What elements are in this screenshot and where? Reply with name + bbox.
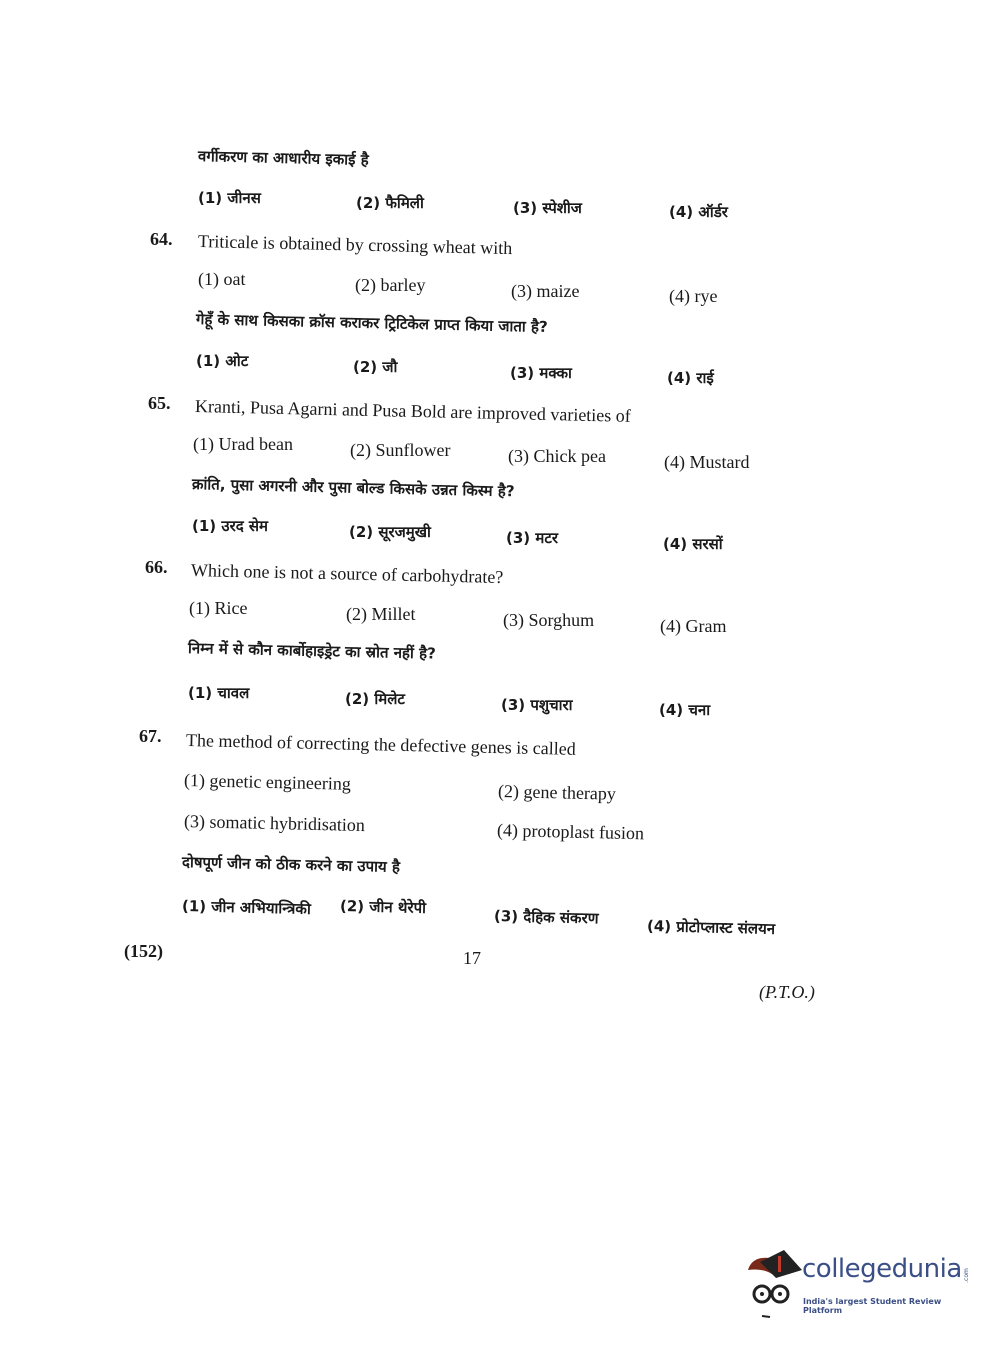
q65-option-1: (1) Urad bean [193,434,293,454]
q63-hindi-option-3: (3) स्पेशीज [513,199,582,217]
page-number: 17 [463,948,481,968]
q65-option-3: (3) Chick pea [508,446,606,466]
q65-hindi-option-4: (4) सरसों [663,535,723,553]
q66-number: 66. [145,557,168,577]
paper-code: (152) [124,941,163,961]
q64-hindi-option-1: (1) ओट [196,352,249,370]
q67-option-3: (3) somatic hybridisation [183,811,366,836]
q67-hindi-option-3: (3) दैहिक संकरण [493,907,599,928]
q66-hindi-option-4: (4) चना [659,701,711,719]
q66-hindi-text: निम्न में से कौन कार्बोहाइड्रेट का स्रोत नहीं है? [187,639,436,663]
q63-hindi-option-1: (1) जीनस [198,189,261,207]
q66-hindi-option-3: (3) पशुचारा [501,696,573,714]
q64-number: 64. [150,229,173,249]
q66-hindi-option-1: (1) चावल [188,684,250,702]
q67-hindi-option-1: (1) जीन अभियान्त्रिकी [181,897,312,918]
q67-option-4: (4) protoplast fusion [496,820,645,844]
q67-hindi-option-2: (2) जीन थेरेपी [339,897,427,917]
q67-number: 67. [139,726,162,746]
q66-option-1: (1) Rice [189,598,248,618]
q64-question: Triticale is obtained by crossing wheat with [197,231,513,259]
q65-option-4: (4) Mustard [664,452,750,472]
q64-option-2: (2) barley [355,275,426,295]
q66-question: Which one is not a source of carbohydrate? [190,560,504,588]
q63-hindi-option-2: (2) फैमिली [356,194,424,212]
q65-number: 65. [148,393,171,413]
pto-label: (P.T.O.) [759,982,815,1002]
mascot-icon [742,1250,802,1320]
q65-question: Kranti, Pusa Agarni and Pusa Bold are improved varieties of [194,396,632,426]
q65-option-2: (2) Sunflower [350,440,451,460]
q67-hindi-option-4: (4) प्रोटोप्लास्ट संलयन [646,917,776,938]
collegedunia-logo [742,1250,972,1320]
q64-hindi-option-4: (4) राई [667,369,714,387]
q67-option-1: (1) genetic engineering [183,770,352,794]
q67-hindi-text: दोषपूर्ण जीन को ठीक करने का उपाय है [181,853,401,876]
q64-option-4: (4) rye [669,286,718,306]
q66-option-4: (4) Gram [660,616,727,636]
q63-hindi-option-4: (4) ऑर्डर [669,203,728,221]
q66-option-3: (3) Sorghum [503,610,595,630]
logo-wordmark: collegedunia [802,1254,962,1284]
q63-hindi-text: वर्गीकरण का आधारीय इकाई है [197,147,369,169]
logo-tagline: India's largest Student Review Platform [803,1297,942,1315]
q65-hindi-text: क्रांति, पुसा अगरनी और पुसा बोल्ड किसके उन्नत किस्म है? [191,475,515,501]
q65-hindi-option-1: (1) उरद सेम [192,517,269,535]
q64-hindi-option-2: (2) जौ [353,358,398,376]
q67-option-2: (2) gene therapy [497,781,617,804]
q67-question: The method of correcting the defective genes is called [185,730,576,759]
q64-hindi-option-3: (3) मक्का [510,364,572,382]
q65-hindi-option-2: (2) सूरजमुखी [349,523,431,541]
q66-hindi-option-2: (2) मिलेट [345,690,405,708]
q64-hindi-text: गेहूँ के साथ किसका क्रॉस कराकर ट्रिटिकेल प्राप्त किया जाता है? [195,310,548,336]
q64-option-3: (3) maize [511,281,580,301]
logo-com: .com [962,1268,970,1283]
q66-option-2: (2) Millet [346,604,416,624]
q65-hindi-option-3: (3) मटर [506,529,559,547]
q64-option-1: (1) oat [198,269,246,289]
